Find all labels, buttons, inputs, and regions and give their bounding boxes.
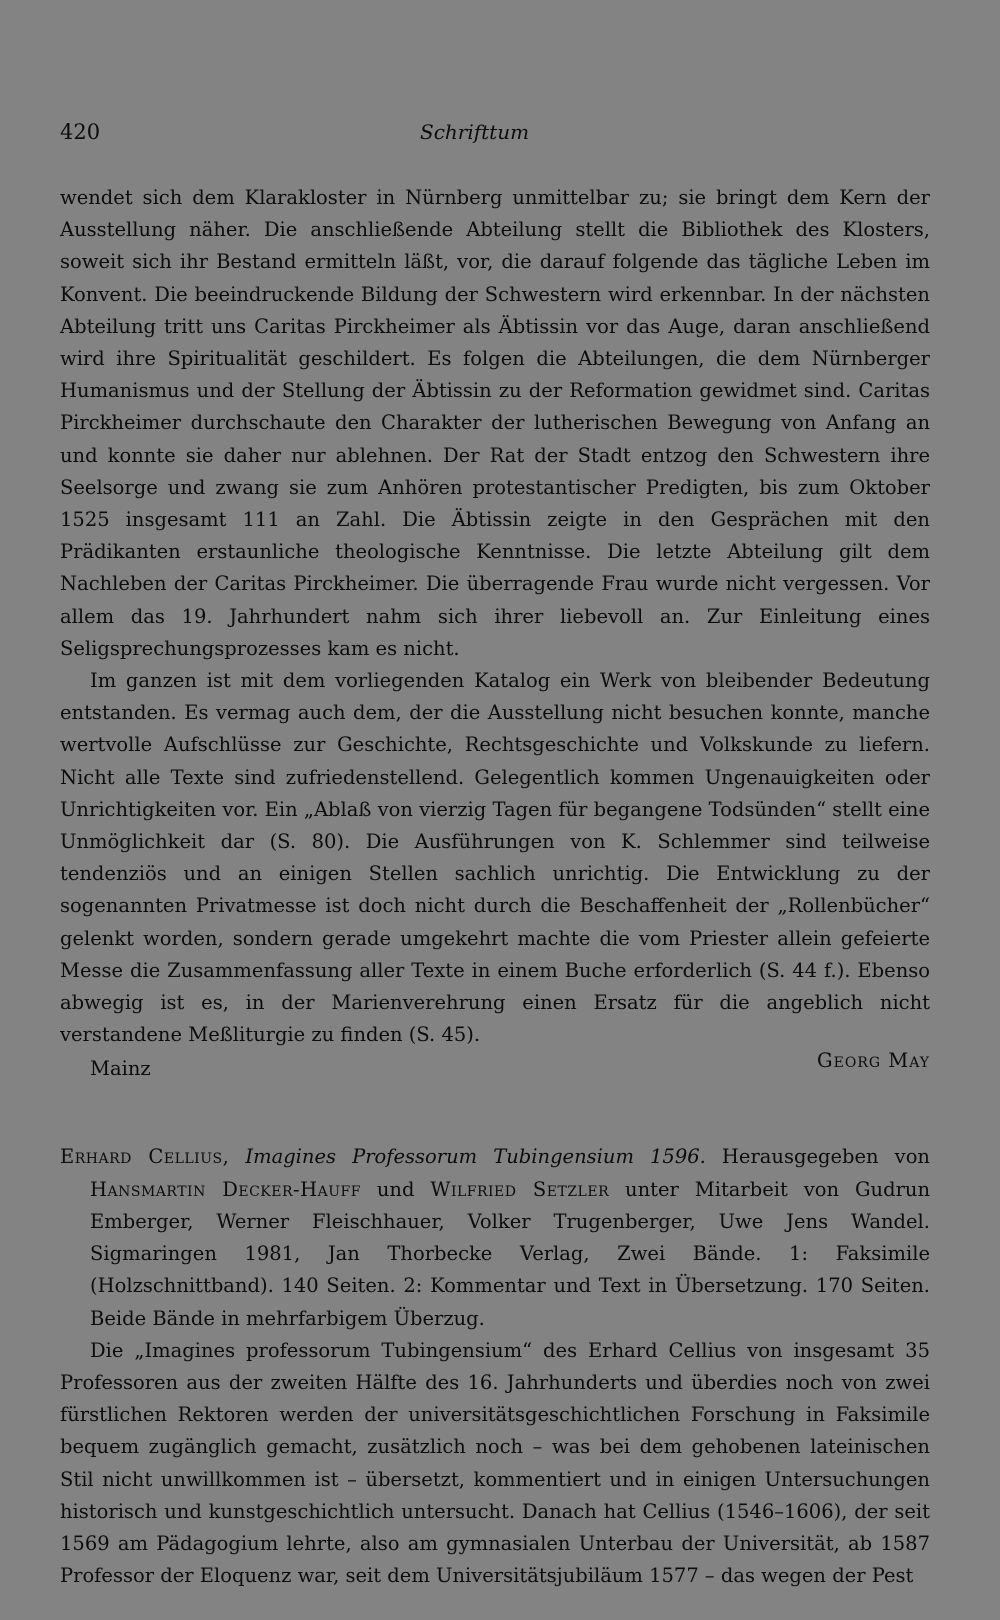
section-gap [60,1085,930,1141]
paragraph: wendet sich dem Klarakloster in Nürnberg unmittelbar zu; sie bringt dem Kern der Ausstellung näher. Die anschließende Abteilung stellt die Bibliothek des Klosters, soweit sich ihr Bestand ermitteln läßt, vor, die darauf folgende das tägliche Leben im Konvent. Die beeindruckende Bildung der Schwestern wird erkennbar. In der nächsten Abteilung tritt uns Caritas Pirckheimer als Äbtissin vor das Auge, daran anschließend wird ihre Spiritualität geschildert. Es folgen die Abteilungen, die dem Nürnberger Humanismus und der Stellung der Äbtissin zu der Reformation gewidmet sind. Caritas Pirckheimer durchschaute den Charakter der lutherischen Bewegung von Anfang an und konnte sie daher nur ablehnen. Der Rat der Stadt entzog den Schwestern ihre Seelsorge und zwang sie zum Anhören protestantischer Predigten, bis zum Oktober 1525 insgesamt 111 an Zahl. Die Äbtissin zeigte in den Gesprächen mit den Prädikanten erstaunliche theologische Kenntnisse. Die letzte Abteilung gilt dem Nachleben der Caritas Pirckheimer. Die überragende Frau wurde nicht vergessen. Vor allem das 19. Jahrhundert nahm sich ihrer liebevoll an. Zur Einleitung eines Seligsprechungsprozesses kam es nicht. [60,186,930,660]
biblio-details: unter Mitarbeit von Gudrun Emberger, Werner Fleischhauer, Volker Trugenberger, Uwe Jens Wandel. Sigmaringen 1981, Jan Thorbecke Verlag, Zwei Bände. 1: Faksimile (Holzschnittband). 140 Seiten. 2: Kommentar und Text in Übersetzung. 170 Seiten. Beide Bände in mehrfarbigem Überzug. [90,1177,931,1330]
paragraph: Die „Imagines professorum Tubingensium“ des Erhard Cellius von insgesamt 35 Professoren aus der zweiten Hälfte des 16. Jahrhunderts und überdies noch von zwei fürstlichen Rektoren werden der universitätsgeschichtlichen Forschung in Faksimile bequem zugänglich gemacht, zusätzlich noch – was bei dem gehobenen lateinischen Stil nicht unwillkommen ist – übersetzt, kommentiert und in einigen Untersuchungen historisch und kunstgeschichtlich untersucht. Danach hat Cellius (1546–1606), der seit 1569 am Pädagogium lehrte, also am gymnasialen Unterbau der Universität, ab 1587 Professor der Eloquenz war, seit dem Universitätsjubiläum 1577 – das wegen der Pest [60,1338,930,1588]
reviewer-name: Georg May [817,1049,930,1073]
review-signoff [60,1049,930,1085]
editor-name: Wilfried Setzler [430,1177,610,1201]
running-head: Schrifttum [420,120,530,144]
page-number: 420 [60,120,101,144]
book-author: Erhard Cellius, [60,1145,230,1169]
biblio-conjunction: und [376,1177,415,1201]
bibliographic-entry [60,1141,930,1334]
paragraph: Im ganzen ist mit dem vorliegenden Katalog ein Werk von bleibender Bedeutung entstanden. Es vermag auch dem, der die Ausstellung nicht besuchen konnte, manche wertvolle Aufschlüsse zur Geschichte, Rechtsgeschichte und Volkskunde zu liefern. Nicht alle Texte sind zufriedenstellend. Gelegentlich kommen Ungenauigkeiten oder Unrichtigkeiten vor. Ein „Ablaß von vierzig Tagen für begangene Todsünden“ stellt eine Unmöglichkeit dar (S. 80). Die Ausführungen von K. Schlemmer sind teilweise tendenziös und an einigen Stellen sachlich unrichtig. Die Entwicklung zu der sogenannten Privatmesse ist doch nicht durch die Beschaffenheit der „Rollenbücher“ gelenkt worden, sondern gerade umgekehrt machte die vom Priester allein gefeierte Messe die Zusammenfassung aller Texte in einem Buche erforderlich (S. 44 f.). Ebenso abwegig ist es, in der Marienverehrung einen Ersatz für die angeblich nicht verstandene Meßliturgie zu finden (S. 45). [60,669,931,1047]
book-title: Imagines Professorum Tubingensium 1596. [245,1145,706,1169]
page-header [60,120,930,160]
review-imagines-professorum [60,1141,930,1592]
biblio-intro: Herausgegeben von [721,1145,930,1169]
editor-name: Hansmartin Decker-Hauff [90,1177,361,1201]
reviewer-place: Mainz [90,1057,151,1081]
review-caritas-pirckheimer [60,182,930,1085]
